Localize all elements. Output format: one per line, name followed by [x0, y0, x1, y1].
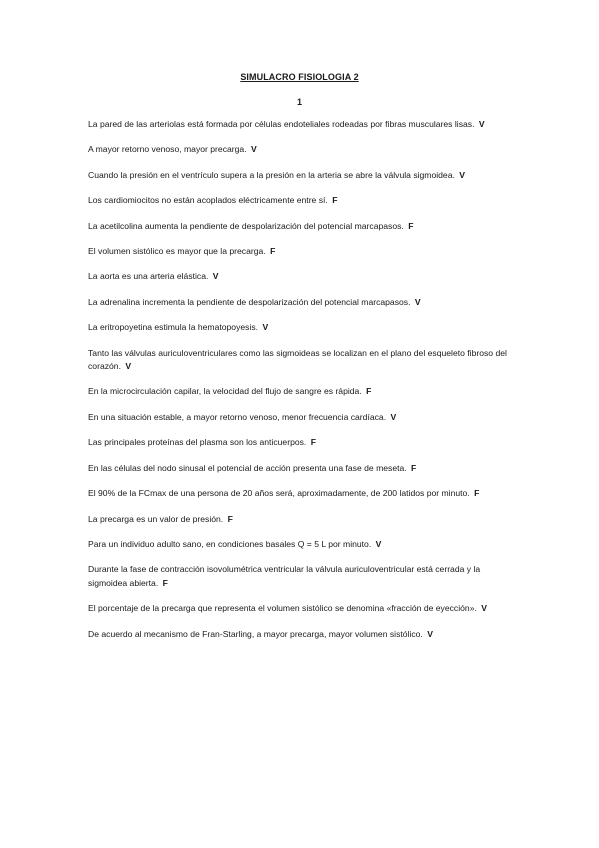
statement-item [88, 347, 518, 374]
statement-text: En una situación estable, a mayor retorno venoso, menor frecuencia cardíaca. [88, 411, 387, 422]
statement-item [88, 563, 518, 590]
statement-text: La eritropoyetina estimula la hematopoyesis. [88, 322, 259, 333]
document-title: SIMULACRO FISIOLOGIA 2 [240, 72, 359, 82]
statement-answer: V [375, 538, 382, 549]
statement-answer: F [411, 462, 417, 473]
statement-item [88, 462, 518, 475]
statement-text: La precarga es un valor de presión. [88, 513, 224, 524]
statement-answer: V [427, 628, 433, 639]
statement-answer: F [310, 437, 316, 448]
statement-text: En las células del nodo sinusal el potencial de acción presenta una fase de meseta. [88, 462, 407, 473]
statement-text: Tanto las válvulas auriculoventriculares como las sigmoideas se localizan en el plano del esqueleto fibroso del corazón. [88, 347, 507, 372]
statement-text: La pared de las arteriolas está formada por células endoteliales rodeadas por fibras musculares lisas. [88, 119, 475, 129]
statement-text: El porcentaje de la precarga que representa el volumen sistólico se denomina «fracción de eyección». [88, 603, 477, 614]
statement-text: En la microcirculación capilar, la velocidad del flujo de sangre es rápida. [88, 386, 362, 397]
statement-text: Las principales proteínas del plasma son los anticuerpos. [88, 437, 307, 448]
statement-answer: F [366, 386, 372, 397]
statement-text: Los cardiomiocitos no están acoplados eléctricamente entre sí. [88, 195, 328, 206]
statement-item [88, 513, 518, 526]
statement-text: El volumen sistólico es mayor que la precarga. [88, 246, 266, 257]
statement-answer: F [227, 513, 233, 524]
statement-item [88, 143, 518, 156]
statement-item [88, 220, 518, 233]
statement-item [88, 538, 518, 551]
statement-item [88, 194, 518, 207]
statement-item [88, 118, 518, 131]
statement-answer: V [250, 144, 257, 155]
statement-answer: F [270, 246, 276, 257]
statement-item [88, 169, 518, 182]
statement-answer: F [332, 195, 338, 206]
statement-text: A mayor retorno venoso, mayor precarga. [88, 144, 247, 155]
statement-answer: V [481, 603, 487, 614]
statement-text: Durante la fase de contracción isovolumétrica ventricular la válvula auriculoventricular está cerrada y la sigmoidea abierta. [88, 564, 481, 588]
statement-answer: V [459, 169, 466, 180]
statement-item [88, 270, 518, 283]
statement-list [88, 118, 518, 653]
statement-text: La adrenalina incrementa la pendiente de despolarización del potencial marcapasos. [88, 296, 411, 307]
statement-answer: F [162, 577, 168, 588]
statement-text: De acuerdo al mecanismo de Fran-Starling, a mayor precarga, mayor volumen sistólico. [88, 628, 423, 639]
statement-answer: F [474, 488, 480, 499]
section-number: 1 [296, 97, 302, 107]
statement-item [88, 436, 518, 449]
statement-item [88, 245, 518, 258]
statement-answer: V [390, 411, 397, 422]
statement-item [88, 385, 518, 398]
statement-item [88, 411, 518, 424]
statement-answer: F [408, 220, 414, 231]
statement-answer: V [478, 119, 485, 129]
statement-answer: V [414, 296, 421, 307]
statement-text: El 90% de la FCmax de una persona de 20 años será, aproximadamente, de 200 latidos por minuto. [88, 488, 470, 499]
statement-item [88, 628, 518, 641]
statement-text: La aorta es una arteria elástica. [88, 271, 209, 282]
statement-item [88, 602, 518, 615]
statement-answer: V [262, 322, 269, 333]
statement-item [88, 296, 518, 309]
statement-text: Para un individuo adulto sano, en condiciones basales Q = 5 L por minuto. [88, 538, 372, 549]
statement-text: La acetilcolina aumenta la pendiente de despolarización del potencial marcapasos. [88, 220, 404, 231]
statement-text: Cuando la presión en el ventrículo supera a la presión en la arteria se abre la válvula sigmoidea. [88, 169, 455, 180]
statement-answer: V [212, 271, 219, 282]
statement-item [88, 487, 518, 500]
statement-item [88, 321, 518, 334]
statement-answer: V [125, 361, 132, 372]
